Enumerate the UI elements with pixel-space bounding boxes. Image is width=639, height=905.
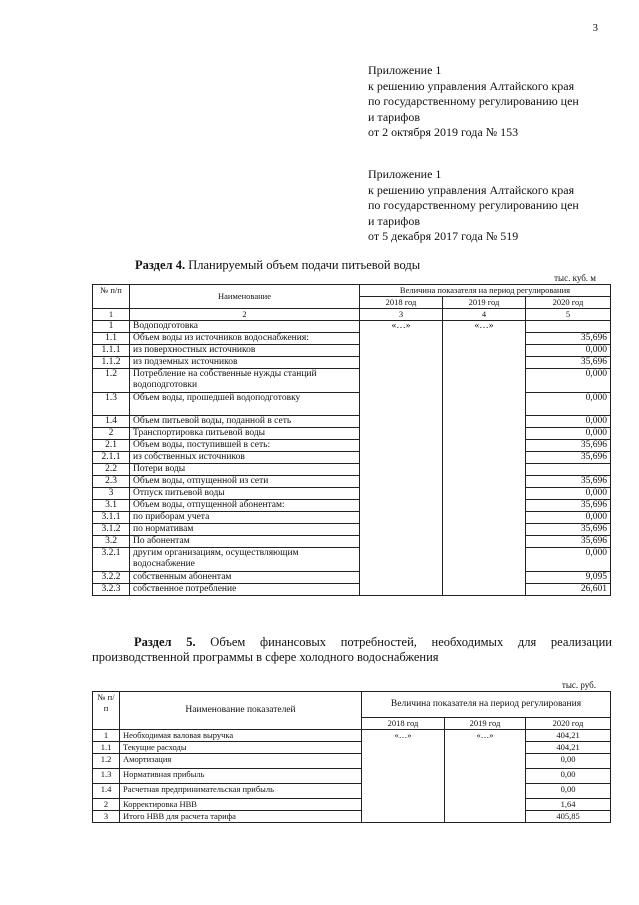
table-row xyxy=(93,572,611,584)
col-number: 4 xyxy=(443,309,526,321)
table-row xyxy=(93,440,611,452)
col-number: 3 xyxy=(360,309,443,321)
value-2020: 0,000 xyxy=(526,548,611,572)
value-2020: 0,00 xyxy=(526,754,611,769)
header-num: № п/п xyxy=(93,692,120,730)
row-num: 3.2.3 xyxy=(93,584,130,596)
row-name: Объем воды, прошедшей водоподготовку xyxy=(130,393,360,416)
row-name: Нормативная прибыль xyxy=(120,769,362,784)
value-2019: «…» xyxy=(443,321,526,596)
table-row xyxy=(93,784,611,799)
appendix-line: Приложение 1 xyxy=(368,63,442,77)
table-row xyxy=(93,536,611,548)
appendix-line: и тарифов xyxy=(368,213,421,228)
section4-unit: тыс. куб. м xyxy=(554,273,596,283)
row-name: Объем воды, поступившей в сеть: xyxy=(130,440,360,452)
table-column-numbers xyxy=(93,309,611,321)
row-num: 2.3 xyxy=(93,476,130,488)
row-num: 3.1 xyxy=(93,500,130,512)
table-header-row xyxy=(93,692,611,718)
col-number: 5 xyxy=(526,309,611,321)
section5-title-text: Объем финансовых потребностей, необходимых для реализации производственной программы в сфере холодного водоснабжения xyxy=(92,635,612,664)
table-row xyxy=(93,769,611,784)
value-2020: 405,85 xyxy=(526,811,611,823)
section4-title xyxy=(135,258,420,273)
table-row xyxy=(93,452,611,464)
row-num: 1.3 xyxy=(93,393,130,416)
header-2020: 2020 год xyxy=(526,297,611,309)
row-name: Итого НВВ для расчета тарифа xyxy=(120,811,362,823)
header-group: Величина показателя на период регулирования xyxy=(360,285,611,297)
value-2020: 0,000 xyxy=(526,416,611,428)
row-num: 1.1.2 xyxy=(93,357,130,369)
value-2020: 1,64 xyxy=(526,799,611,811)
row-num: 2 xyxy=(93,799,120,811)
value-2020: 35,696 xyxy=(526,524,611,536)
table-header-row xyxy=(93,285,611,297)
table-row xyxy=(93,754,611,769)
row-num: 1 xyxy=(93,730,120,742)
value-2020: 35,696 xyxy=(526,536,611,548)
table-row xyxy=(93,548,611,572)
section5-unit: тыс. руб. xyxy=(561,680,596,690)
row-num: 2.2 xyxy=(93,464,130,476)
value-2020: 0,00 xyxy=(526,769,611,784)
row-num: 2.1.1 xyxy=(93,452,130,464)
value-2019: «…» xyxy=(445,730,526,823)
appendix-line: Приложение 1 xyxy=(368,167,442,181)
table-row xyxy=(93,584,611,596)
table-row xyxy=(93,416,611,428)
header-2020: 2020 год xyxy=(526,718,611,730)
row-name: Транспортировка питьевой воды xyxy=(130,428,360,440)
page-number: 3 xyxy=(592,22,598,34)
table-row xyxy=(93,811,611,823)
header-name: Наименование xyxy=(130,285,360,309)
appendix-original xyxy=(368,167,579,245)
row-num: 2.1 xyxy=(93,440,130,452)
value-2020: 35,696 xyxy=(526,357,611,369)
header-group: Величина показателя на период регулирования xyxy=(362,692,611,718)
row-num: 2 xyxy=(93,428,130,440)
table-row xyxy=(93,428,611,440)
value-2020: 35,696 xyxy=(526,500,611,512)
value-2020: 35,696 xyxy=(526,333,611,345)
appendix-line: к решению управления Алтайского края xyxy=(368,182,575,197)
value-2020 xyxy=(526,464,611,476)
row-name: другим организациям, осуществляющим водоснабжение xyxy=(130,548,360,572)
row-name: Потребление на собственные нужды станций водоподготовки xyxy=(130,369,360,393)
row-name: Амортизация xyxy=(120,754,362,769)
table-row xyxy=(93,742,611,754)
row-num: 3.2.2 xyxy=(93,572,130,584)
row-name: по нормативам xyxy=(130,524,360,536)
header-num: № п/п xyxy=(93,285,130,309)
table-row xyxy=(93,369,611,393)
appendix-line: к решению управления Алтайского края xyxy=(368,78,575,93)
table-row xyxy=(93,345,611,357)
table-row xyxy=(93,512,611,524)
value-2020: 404,21 xyxy=(526,730,611,742)
row-name: Объем воды, отпущенной абонентам: xyxy=(130,500,360,512)
table-row xyxy=(93,524,611,536)
table-row xyxy=(93,488,611,500)
col-number: 2 xyxy=(130,309,360,321)
value-2020: 404,21 xyxy=(526,742,611,754)
table-row xyxy=(93,333,611,345)
row-name: Потери воды xyxy=(130,464,360,476)
row-num: 3.1.1 xyxy=(93,512,130,524)
row-name: Объем питьевой воды, поданной в сеть xyxy=(130,416,360,428)
row-num: 3 xyxy=(93,811,120,823)
header-2018: 2018 год xyxy=(360,297,443,309)
row-name: Водоподготовка xyxy=(130,321,360,333)
section4-table xyxy=(92,284,611,596)
col-number: 1 xyxy=(93,309,130,321)
row-num: 1.1 xyxy=(93,333,130,345)
appendix-line: по государственному регулированию цен xyxy=(368,94,579,108)
row-num: 1.1 xyxy=(93,742,120,754)
row-name: собственным абонентам xyxy=(130,572,360,584)
row-num: 1.1.1 xyxy=(93,345,130,357)
row-num: 3.1.2 xyxy=(93,524,130,536)
appendix-line: по государственному регулированию цен xyxy=(368,198,579,212)
table-row xyxy=(93,357,611,369)
appendix-current xyxy=(368,63,579,141)
row-name: Необходимая валовая выручка xyxy=(120,730,362,742)
header-2018: 2018 год xyxy=(362,718,445,730)
row-num: 1.2 xyxy=(93,754,120,769)
section5-title xyxy=(92,635,612,665)
value-2020: 35,696 xyxy=(526,476,611,488)
row-name: По абонентам xyxy=(130,536,360,548)
section4-title-text: Планируемый объем подачи питьевой воды xyxy=(185,258,421,272)
row-name: из собственных источников xyxy=(130,452,360,464)
table-row xyxy=(93,321,611,333)
value-2020: 26,601 xyxy=(526,584,611,596)
value-2020: 0,00 xyxy=(526,784,611,799)
value-2018: «…» xyxy=(360,321,443,596)
row-name: Отпуск питьевой воды xyxy=(130,488,360,500)
row-num: 3.2 xyxy=(93,536,130,548)
table-row xyxy=(93,393,611,416)
table-row xyxy=(93,464,611,476)
row-num: 1.4 xyxy=(93,784,120,799)
value-2020: 0,000 xyxy=(526,488,611,500)
table-row xyxy=(93,500,611,512)
value-2020: 35,696 xyxy=(526,452,611,464)
value-2020: 0,000 xyxy=(526,428,611,440)
row-num: 3 xyxy=(93,488,130,500)
row-name: из подземных источников xyxy=(130,357,360,369)
table-row xyxy=(93,730,611,742)
row-num: 1.4 xyxy=(93,416,130,428)
header-2019: 2019 год xyxy=(443,297,526,309)
value-2020: 35,696 xyxy=(526,440,611,452)
row-name: Объем воды, отпущенной из сети xyxy=(130,476,360,488)
row-name: из поверхностных источников xyxy=(130,345,360,357)
row-name: Корректировка НВВ xyxy=(120,799,362,811)
table-row xyxy=(93,476,611,488)
section4-title-bold: Раздел 4. xyxy=(135,258,186,272)
row-name: Объем воды из источников водоснабжения: xyxy=(130,333,360,345)
section5-title-bold: Раздел 5. xyxy=(134,635,196,649)
value-2020: 9,095 xyxy=(526,572,611,584)
table-row xyxy=(93,799,611,811)
appendix-line: от 5 декабря 2017 года № 519 xyxy=(368,229,519,243)
value-2020 xyxy=(526,321,611,333)
row-name: по приборам учета xyxy=(130,512,360,524)
appendix-line: от 2 октября 2019 года № 153 xyxy=(368,125,519,139)
row-num: 1 xyxy=(93,321,130,333)
section5-table xyxy=(92,691,611,823)
row-name: собственное потребление xyxy=(130,584,360,596)
value-2020: 0,000 xyxy=(526,345,611,357)
row-name: Текущие расходы xyxy=(120,742,362,754)
header-2019: 2019 год xyxy=(445,718,526,730)
row-num: 1.2 xyxy=(93,369,130,393)
value-2018: «…» xyxy=(362,730,445,823)
row-num: 1.3 xyxy=(93,769,120,784)
value-2020: 0,000 xyxy=(526,512,611,524)
appendix-line: и тарифов xyxy=(368,109,421,124)
row-name: Расчетная предпринимательская прибыль xyxy=(120,784,362,799)
value-2020: 0,000 xyxy=(526,369,611,393)
value-2020: 0,000 xyxy=(526,393,611,416)
header-name: Наименование показателей xyxy=(120,692,362,730)
row-num: 3.2.1 xyxy=(93,548,130,572)
